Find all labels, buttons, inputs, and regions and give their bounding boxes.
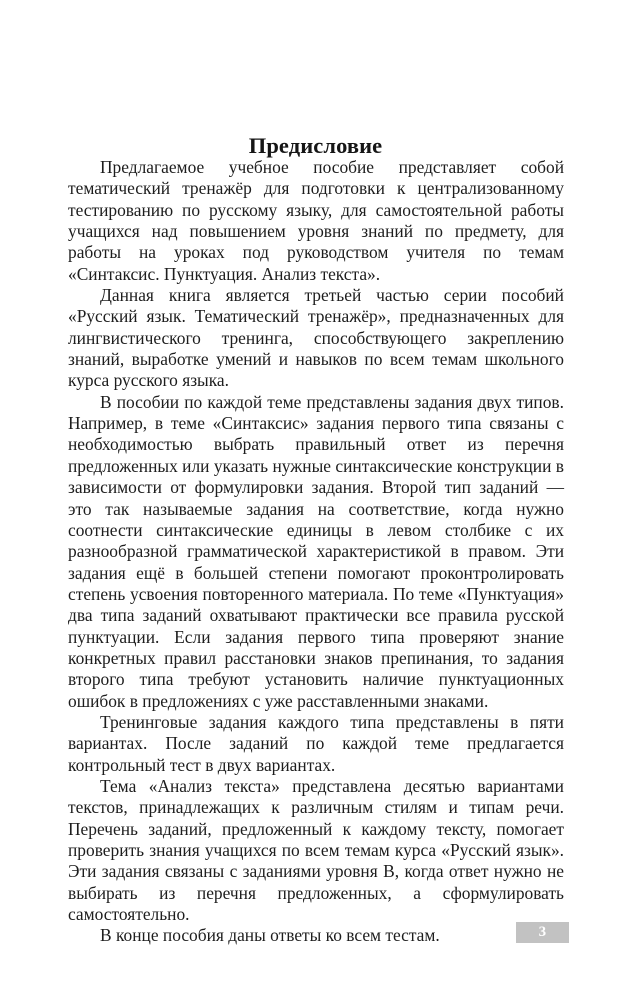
paragraph: Предлагаемое учебное пособие представляет собой тематический тренажёр для подготовки к централизованному тестированию по русскому языку, для самостоятельной работы учащихся над повышением уровня знаний по предмету, для работы на уроках под руководством учителя по темам «Синтаксис. Пунктуация. Анализ текста». (68, 157, 564, 284)
paragraph: Тема «Анализ текста» представлена десятью вариантами текстов, принадлежащих к различным стилям и типам речи. Перечень заданий, предложенный к каждому тексту, помогает проверить знания учащихся по всем темам курса «Русский язык». Эти задания связаны с заданиями уровня В, когда ответ нужно не выбирать из перечня предложенных, а сформулировать самостоятельно. (68, 775, 564, 925)
paragraph: В пособии по каждой теме представлены задания двух типов. Например, в теме «Синтаксис» задания первого типа связаны с необходимостью выбрать правильный ответ из перечня предложенных или указать нужные синтаксические конструкции в зависимости от формулировки задания. Второй тип заданий — это так называемые задания на соответствие, когда нужно соотнести синтаксические единицы в левом столбике с их разнообразной грамматической характеристикой в правом. Эти задания ещё в большей степени помогают проконтролировать степень усвоения повторенного материала. По теме «Пунктуация» два типа заданий охватывают практически все правила русской пунктуации. Если задания первого типа проверяют знание конкретных правил расстановки знаков препинания, то задания второго типа требуют установить наличие пунктуационных ошибок в предложениях с уже расставленными знаками. (68, 391, 564, 711)
paragraph: В конце пособия даны ответы ко всем тестам. (100, 925, 440, 946)
paragraph: Данная книга является третьей частью серии пособий «Русский язык. Тематический тренажёр», предназначенных для лингвистического тренинга, способствующего закреплению знаний, выработке умений и навыков по всем темам школьного курса русского языка. (68, 285, 564, 391)
page-number-badge: 3 (516, 922, 569, 943)
paragraph: Тренинговые задания каждого типа представлены в пяти вариантах. После заданий по каждой теме предлагается контрольный тест в двух вариантах. (68, 711, 564, 775)
page-title: Предисловие (248, 133, 383, 159)
body-text-block (68, 157, 564, 947)
